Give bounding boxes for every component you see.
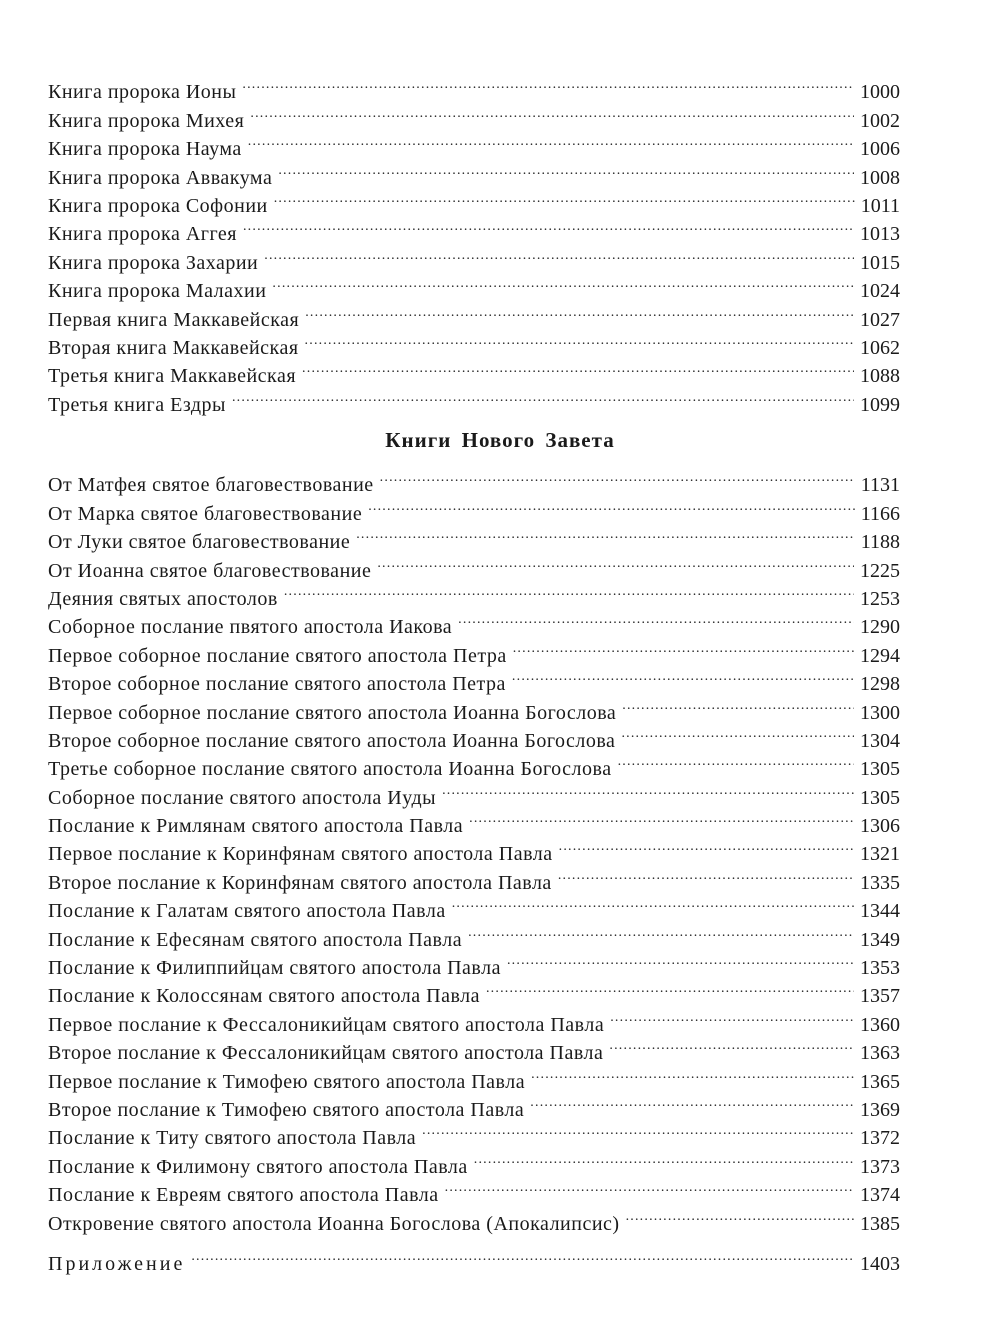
toc-entry-page: 1294 <box>860 644 900 667</box>
toc-entry-title: От Матфея святое благовествование <box>48 474 374 497</box>
toc-entry-title: Послание к Евреям святого апостола Павла <box>48 1184 439 1207</box>
toc-entry-title: Первое послание к Коринфянам святого апостола Павла <box>48 843 553 866</box>
toc-entry-title: Первое послание к Тимофею святого апостола Павла <box>48 1070 526 1093</box>
toc-entry-title: Книга пророка Малахии <box>48 280 267 303</box>
toc-entry-title: Третья книга Маккавейская <box>48 365 297 388</box>
toc-entry-page: 1357 <box>860 985 900 1008</box>
toc-entry-title: От Марка святое благовествование <box>48 502 363 525</box>
toc-entry-title: Книга пророка Аггея <box>48 223 237 246</box>
dot-leader <box>626 1201 854 1229</box>
dot-leader <box>621 719 854 747</box>
toc-entry-page: 1372 <box>860 1127 900 1150</box>
toc-entry-title: От Луки святое благовествование <box>48 531 351 554</box>
dot-leader <box>512 662 854 690</box>
new-testament-list <box>48 463 900 1235</box>
toc-entry-page: 1305 <box>860 758 900 781</box>
toc-entry-title: Второе послание к Фессалоникийцам святого апостола Павла <box>48 1042 604 1065</box>
toc-entry-title: Книга пророка Аввакума <box>48 166 273 189</box>
dot-leader <box>559 832 854 860</box>
toc-entry-page: 1369 <box>860 1098 900 1121</box>
toc-entry-page: 1015 <box>860 251 900 274</box>
dot-leader <box>558 860 854 888</box>
toc-entry-title: Первое послание к Фессалоникийцам святого апостола Павла <box>48 1013 605 1036</box>
dot-leader <box>368 491 855 519</box>
toc-entry-page: 1344 <box>860 900 900 923</box>
toc-entry-title: Второе соборное послание святого апостола Петра <box>48 673 506 696</box>
toc-entry-page: 1353 <box>860 957 900 980</box>
toc-entry[interactable] <box>48 463 900 497</box>
toc-entry-title: Второе послание к Коринфянам святого апостола Павла <box>48 871 552 894</box>
dot-leader <box>377 548 854 576</box>
toc-entry-title: Третье соборное послание святого апостола Иоанна Богослова <box>48 758 612 781</box>
toc-entry[interactable] <box>48 70 900 104</box>
toc-entry-page: 1306 <box>860 815 900 838</box>
dot-leader <box>474 1144 854 1172</box>
dot-leader <box>531 1059 854 1087</box>
toc-entry-page: 1024 <box>860 280 900 303</box>
dot-leader <box>305 326 854 354</box>
toc-entry-title: Книга пророка Софонии <box>48 194 268 217</box>
dot-leader <box>243 212 854 240</box>
toc-entry-title: Вторая книга Маккавейская <box>48 336 299 359</box>
dot-leader <box>442 775 854 803</box>
dot-leader <box>274 184 855 212</box>
dot-leader <box>264 240 854 268</box>
toc-entry-page: 1166 <box>860 502 900 525</box>
dot-leader <box>486 974 854 1002</box>
appendix-list <box>48 1242 900 1276</box>
toc-entry-page: 1000 <box>860 81 900 104</box>
dot-leader <box>458 605 854 633</box>
dot-leader <box>250 98 854 126</box>
toc-entry-page: 1360 <box>860 1013 900 1036</box>
toc-entry-page: 1363 <box>860 1042 900 1065</box>
toc-entry-title: Послание к Ефесянам святого апостола Павла <box>48 928 463 951</box>
toc-entry-page: 1253 <box>860 587 900 610</box>
toc-entry-title: Деяния святых апостолов <box>48 587 278 610</box>
dot-leader <box>530 1088 854 1116</box>
toc-entry-title: Второе послание к Тимофею святого апостола Павла <box>48 1098 525 1121</box>
toc-entry-page: 1131 <box>860 474 900 497</box>
dot-leader <box>248 127 854 155</box>
dot-leader <box>507 946 854 974</box>
toc-entry-page: 1290 <box>860 616 900 639</box>
toc-entry-title: Послание к Галатам святого апостола Павла <box>48 900 446 923</box>
toc-entry-title: Послание к Римлянам святого апостола Павла <box>48 815 464 838</box>
toc-entry-page: 1006 <box>860 138 900 161</box>
toc-entry-page: 1305 <box>860 786 900 809</box>
toc-entry-page: 1374 <box>860 1184 900 1207</box>
toc-entry-page: 1027 <box>860 308 900 331</box>
toc-entry-title: Послание к Титу святого апостола Павла <box>48 1127 417 1150</box>
dot-leader <box>609 1031 854 1059</box>
toc-entry-page: 1225 <box>860 559 900 582</box>
dot-leader <box>302 354 854 382</box>
toc-entry-title: Книга пророка Захарии <box>48 251 259 274</box>
toc-entry-page: 1373 <box>860 1155 900 1178</box>
dot-leader <box>191 1242 854 1270</box>
toc-entry-page: 1385 <box>860 1212 900 1235</box>
dot-leader <box>305 297 854 325</box>
old-testament-list <box>48 70 900 416</box>
toc-entry-page: 1298 <box>860 673 900 696</box>
dot-leader <box>452 889 854 917</box>
dot-leader <box>513 633 854 661</box>
dot-leader <box>242 70 854 98</box>
toc-entry-title: Первая книга Маккавейская <box>48 308 300 331</box>
toc-entry-page: 1099 <box>860 393 900 416</box>
toc-entry-page: 1011 <box>860 194 900 217</box>
toc-entry-page: 1321 <box>860 843 900 866</box>
dot-leader <box>278 155 854 183</box>
toc-entry-title: Соборное послание святого апостола Иуды <box>48 786 437 809</box>
dot-leader <box>380 463 855 491</box>
toc-entry-title: Послание к Филимону святого апостола Павла <box>48 1155 468 1178</box>
toc-entry-title: Приложение <box>48 1253 186 1276</box>
toc-entry-page: 1008 <box>860 166 900 189</box>
toc-entry-page: 1013 <box>860 223 900 246</box>
dot-leader <box>618 747 854 775</box>
dot-leader <box>469 804 854 832</box>
dot-leader <box>622 690 854 718</box>
toc-entry-title: Книга пророка Наума <box>48 138 242 161</box>
dot-leader <box>284 577 854 605</box>
toc-entry-page: 1188 <box>860 531 900 554</box>
toc-entry-title: Книга пророка Михея <box>48 109 245 132</box>
toc-entry-page: 1304 <box>860 729 900 752</box>
dot-leader <box>356 520 855 548</box>
toc-entry-page: 1088 <box>860 365 900 388</box>
toc-entry-title: Второе соборное послание святого апостола Иоанна Богослова <box>48 729 616 752</box>
dot-leader <box>445 1173 854 1201</box>
toc-entry-page: 1062 <box>860 336 900 359</box>
toc-entry-page: 1335 <box>860 871 900 894</box>
new-testament-heading: Книги Нового Завета <box>385 428 615 452</box>
toc-entry-page: 1365 <box>860 1070 900 1093</box>
dot-leader <box>232 382 854 410</box>
toc-entry-title: Соборное послание пвятого апостола Иакова <box>48 616 453 639</box>
toc-entry-title: Первое соборное послание святого апостола Петра <box>48 644 507 667</box>
toc-entry-title: Книга пророка Ионы <box>48 81 237 104</box>
toc-entry-title: Послание к Колоссянам святого апостола Павла <box>48 985 480 1008</box>
dot-leader <box>468 917 854 945</box>
dot-leader <box>610 1002 854 1030</box>
toc-entry-page: 1403 <box>860 1253 900 1276</box>
dot-leader <box>422 1116 854 1144</box>
toc-entry-title: Третья книга Ездры <box>48 393 226 416</box>
dot-leader <box>272 269 854 297</box>
toc-entry-title: Откровение святого апостола Иоанна Богослова (Апокалипсис) <box>48 1212 620 1235</box>
toc-entry-page: 1349 <box>860 928 900 951</box>
toc-entry-appendix[interactable] <box>48 1242 900 1276</box>
toc-entry-page: 1002 <box>860 109 900 132</box>
toc-entry-title: От Иоанна святое благовествование <box>48 559 372 582</box>
toc-entry-title: Послание к Филиппийцам святого апостола Павла <box>48 957 501 980</box>
toc-entry-page: 1300 <box>860 701 900 724</box>
toc-entry-title: Первое соборное послание святого апостола Иоанна Богослова <box>48 701 617 724</box>
